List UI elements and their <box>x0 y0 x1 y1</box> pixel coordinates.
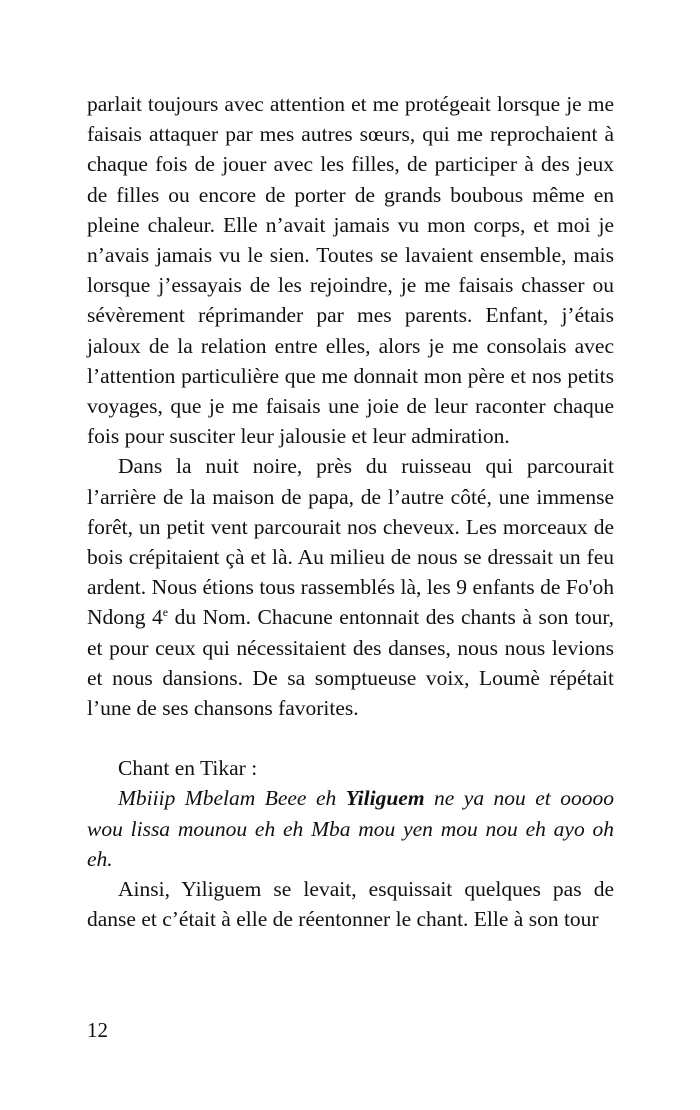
lyrics-text: ne ya nou et ooooo wou lissa mounou eh eh Mba mou yen mou nou eh ayo oh eh. <box>87 786 614 871</box>
page-number: 12 <box>87 1018 108 1042</box>
paragraph-continued: parlait toujours avec attention et me protégeait lorsque je me faisais attaquer par mes autres sœurs, qui me reprochaient à chaque fois de jouer avec les filles, de participer à des jeux de filles ou encore de porter de grands boubous même en pleine chaleur. Elle n’avait jamais vu mon corps, et moi je n’avais jamais vu le sien. Toutes se lavaient ensemble, mais lorsque j’essayais de les rejoindre, je me faisais chasser ou sévèrement réprimander par mes parents. Enfant, j’étais jaloux de la relation entre elles, alors je me consolais avec l’attention particulière que me donnait mon père et nos petits voyages, que je me faisais une joie de leur raconter chaque fois pour susciter leur jalousie et leur admiration. <box>87 92 614 449</box>
song-lyrics <box>87 783 614 874</box>
blank-line <box>87 723 614 753</box>
paragraph-text: du Nom. Chacune entonnait des chants à son tour, et pour ceux qui nécessitaient des danses, nous nous levions et nous dansions. De sa somptueuse voix, Loumè répétait l’une de ses chansons favorites. <box>87 605 614 721</box>
superscript-ordinal: e <box>162 605 169 620</box>
paragraph-yiliguem: Ainsi, Yiliguem se levait, esquissait quelques pas de danse et c’était à elle de réentonner le chant. Elle à son tour <box>87 877 614 932</box>
paragraph-text: Dans la nuit noire, près du ruisseau qui parcourait l’arrière de la maison de papa, de l’autre côté, une immense forêt, un petit vent parcourait nos cheveux. Les morceaux de bois crépitaient çà et là. Au milieu de nous se dressait un feu ardent. Nous étions tous rassemblés là, les 9 enfants de Fo'oh Ndong 4 <box>87 454 614 630</box>
lyrics-name-emphasis: Yiliguem <box>345 786 425 811</box>
paragraph-night-fire <box>87 451 614 723</box>
lyrics-text: Mbiiip Mbelam Beee eh <box>118 786 346 811</box>
page-text <box>87 89 614 934</box>
song-heading: Chant en Tikar : <box>118 756 258 781</box>
